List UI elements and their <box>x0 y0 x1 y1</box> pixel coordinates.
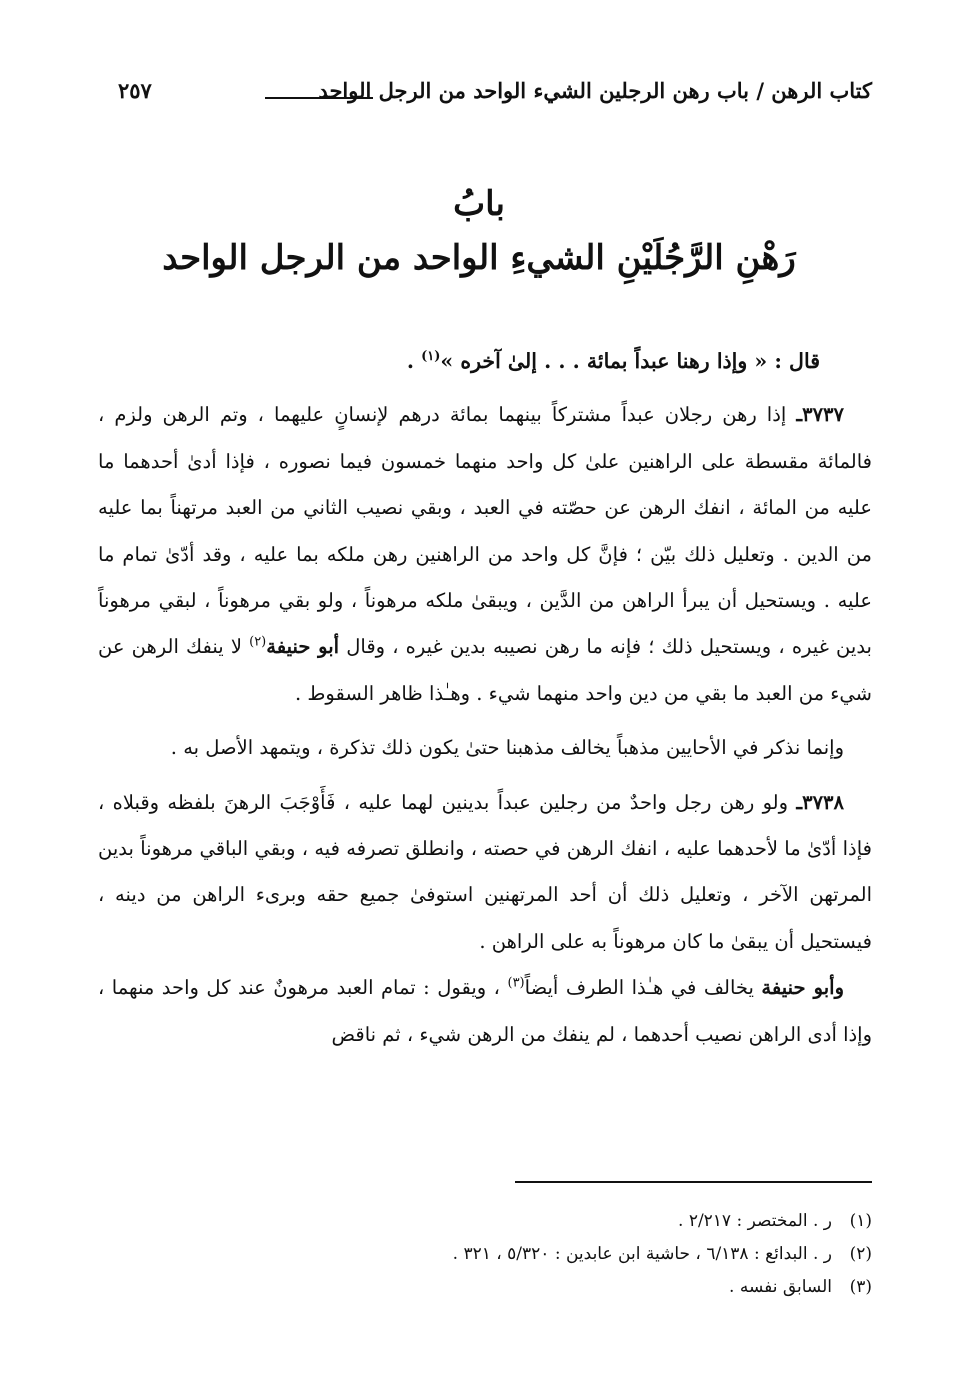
paragraph-3738 <box>98 780 872 966</box>
paragraph-text: ، ويقول : تمام العبد مرهونٌ عند كل واحد منهما ، وإذا أدى الراهن نصيب أحدهما ، لم ينفك من الرهن شيء ، ثم ناقض <box>98 976 872 1046</box>
footnote-ref: (١) <box>421 349 441 365</box>
chapter-title: رَهْنِ الرَّجُلَيْنِ الشيءِ الواحد من الرجل الواحد <box>162 238 796 278</box>
footnote-number: (٣) <box>849 1277 872 1297</box>
footnote-text: ر . المختصر : ٢/٢١٧ . <box>678 1211 832 1231</box>
paragraph-text: يخالف في هـٰذا الطرف أيضاً <box>524 976 762 1000</box>
footnote-text: السابق نفسه . <box>729 1277 832 1297</box>
paragraph-3737 <box>98 392 872 717</box>
scholar-name: وأبو حنيفة <box>761 976 844 1000</box>
footnote-ref: (٣) <box>507 975 525 991</box>
footnote-number: (١) <box>849 1211 872 1231</box>
body-text <box>98 338 872 1058</box>
footnote-item <box>98 1238 872 1271</box>
lemma-tail: . <box>406 349 422 373</box>
paragraph-text: وإنما نذكر في الأحايين مذهباً يخالف مذهبنا حتىٰ يكون ذلك تذكرة ، ويتمهد الأصل به . <box>170 736 844 760</box>
lemma-text: قال : « وإذا رهنا عبداً بمائة . . . إلىٰ آخره » <box>440 349 820 373</box>
paragraph-abu-hanifa <box>98 965 872 1058</box>
footnote-number: (٢) <box>849 1244 872 1264</box>
footnote-ref: (٢) <box>249 634 267 650</box>
paragraph-text: إذا رهن رجلان عبداً مشتركاً بينهما بمائة درهم لإنسانٍ عليهما ، وتم الرهن ولزم ، فالمائة مقسطة على الراهنين علىٰ كل واحد منهما خمسون فيما نصوره ، فإذا أدىٰ أحدهما ما عليه من المائة ، انفك الرهن عن حصّته في العبد ، وبقي نصيب الثاني من العبد مرتهناً بما عليه من الدين . وتعليل ذلك بيّن ؛ فإنَّ كل واحد من الراهنين رهن ملكه بما عليه ، وقد أدّىٰ تمام ما عليه . ويستحيل أن يبرأ الراهن من الدَّين ، ويبقىٰ ملكه مرهوناً ، ولو بقي مرهوناً ، لبقي مرهوناً بدين غيره ، ويستحيل ذلك ؛ فإنه ما رهن نصيبه بدين غيره ، وقال <box>98 403 872 659</box>
paragraph-text: ولو رهن رجل واحدٌ من رجلين عبداً بدينين لهما عليه ، فَأَوْجَبَ الرهنَ بلفظه وقبلاه ، فإذا أدّىٰ ما لأحدهما عليه ، انفك الرهن في حصته ، وانطلق تصرفه فيه ، وبقي الباقي مرهوناً بدين المرتهن الآخر ، وتعليل ذلك أن أحد المرتهنين استوفىٰ جميع حقه وبرىء الراهن من دينه ، فيستحيل أن يبقىٰ ما كان مرهوناً به على الراهن . <box>98 790 872 953</box>
footnotes <box>98 1205 872 1304</box>
lemma-paragraph <box>98 338 872 384</box>
scholar-name: أبو حنيفة <box>266 635 340 659</box>
paragraph-text: لا ينفك الرهن عن شيء من العبد ما بقي من دين واحد منهما شيء . وهـٰذا ظاهر السقوط . <box>98 635 872 705</box>
footnote-item <box>98 1205 872 1238</box>
page-number: ٢٥٧ <box>118 78 152 103</box>
running-header <box>100 78 872 118</box>
paragraph-number: ٣٧٣٧ـ <box>796 403 844 427</box>
header-rule <box>265 97 373 99</box>
header-title: كتاب الرهن / باب رهن الرجلين الشيء الواحد من الرجل الواحد <box>318 78 872 103</box>
footnote-text: ر . البدائع : ٦/١٣٨ ، حاشية ابن عابدين : ٥/٣٢٠ ، ٣٢١ . <box>452 1244 832 1264</box>
paragraph-number: ٣٧٣٨ـ <box>796 790 844 814</box>
footnote-item <box>98 1271 872 1304</box>
chapter-label: بابُ <box>453 184 505 224</box>
footnote-divider <box>515 1181 872 1183</box>
paragraph-continuation <box>98 725 872 771</box>
